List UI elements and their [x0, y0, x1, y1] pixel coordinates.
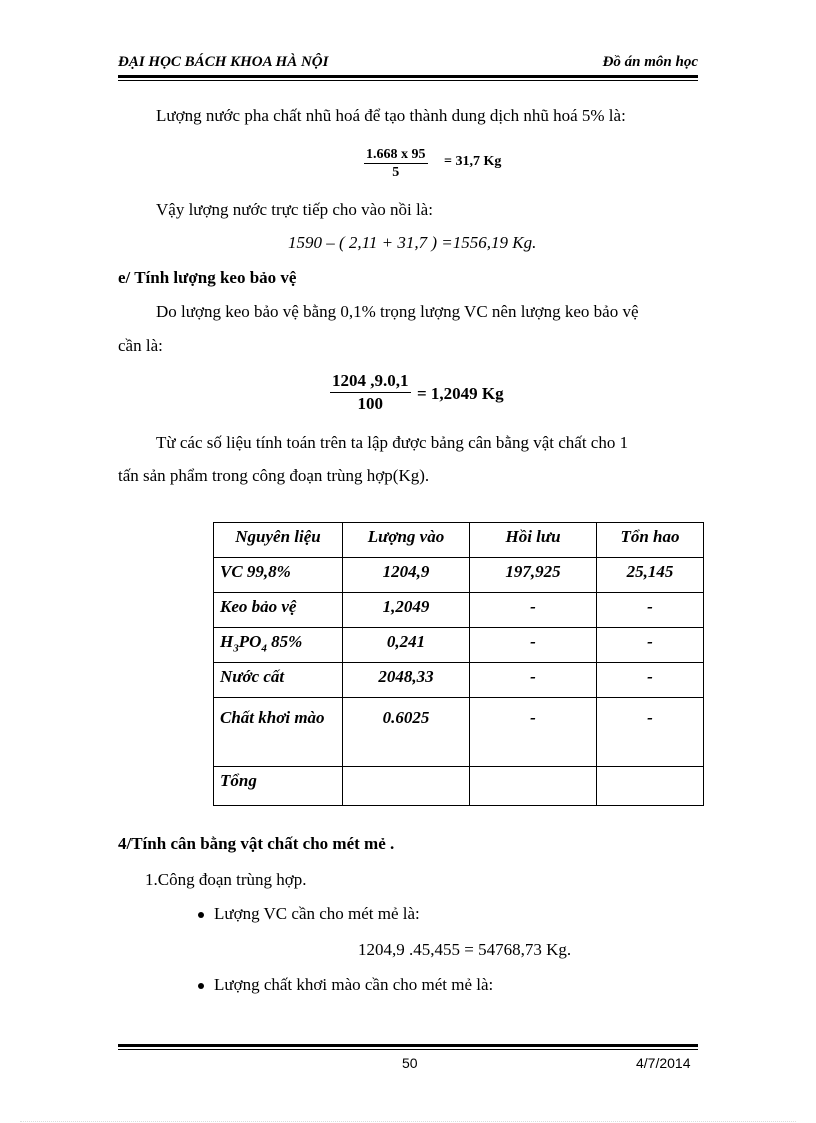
- header-institution: ĐẠI HỌC BÁCH KHOA HÀ NỘI: [118, 54, 329, 70]
- section-4-heading: 4/Tính cân bằng vật chất cho mét mẻ .: [118, 834, 395, 853]
- equation-2: 1590 – ( 2,11 + 31,7 ) =1556,19 Kg.: [288, 233, 537, 252]
- table-cell: 25,145: [597, 558, 704, 593]
- calc-vc-per-batch: 1204,9 .45,455 = 54768,73 Kg.: [358, 940, 572, 959]
- paragraph-protective-colloid-1: Do lượng keo bảo vệ bằng 0,1% trọng lượng VC nên lượng keo bảo vệ: [156, 302, 639, 321]
- table-cell: [470, 767, 597, 806]
- bullet-icon: [198, 983, 204, 989]
- table-cell: -: [597, 593, 704, 628]
- table-cell-material: Chất khơi mào: [214, 698, 343, 767]
- material-balance-table: [213, 522, 704, 806]
- table-header-cell: Tổn hao: [597, 523, 704, 558]
- table-header-row: [214, 523, 704, 558]
- header-doc-type: Đồ án môn học: [602, 54, 698, 70]
- table-cell: -: [597, 698, 704, 767]
- table-cell: -: [597, 628, 704, 663]
- table-cell: -: [470, 593, 597, 628]
- equation-3-numerator: 1204 ,9.0,1: [330, 370, 411, 393]
- table-cell: 0.6025: [343, 698, 470, 767]
- table-cell: -: [470, 698, 597, 767]
- table-cell: [343, 767, 470, 806]
- equation-3-fraction: [330, 370, 411, 415]
- bullet-initiator-per-batch: Lượng chất khơi mào cần cho mét mẻ là:: [214, 975, 494, 994]
- table-cell: -: [470, 628, 597, 663]
- equation-1-numerator: 1.668 x 95: [366, 147, 426, 162]
- equation-3-denominator: 100: [357, 394, 383, 413]
- page-bottom-divider: [20, 1121, 796, 1122]
- header-rule: [118, 75, 698, 78]
- page-number: 50: [402, 1055, 418, 1071]
- table-cell: [597, 767, 704, 806]
- header-rule-thin: [118, 80, 698, 81]
- table-cell-material: Keo bảo vệ: [214, 593, 343, 628]
- table-header-cell: Lượng vào: [343, 523, 470, 558]
- table-cell-material: Nước cất: [214, 663, 343, 698]
- bullet-icon: [198, 912, 204, 918]
- page-header: [118, 50, 698, 74]
- table-cell: -: [597, 663, 704, 698]
- table-cell: 197,925: [470, 558, 597, 593]
- table-cell: 2048,33: [343, 663, 470, 698]
- table-header-cell: Hồi lưu: [470, 523, 597, 558]
- table-row: [214, 558, 704, 593]
- paragraph-water-emulsifier: Lượng nước pha chất nhũ hoá để tạo thành dung dịch nhũ hoá 5% là:: [156, 106, 626, 125]
- paragraph-balance-table-1: Từ các số liệu tính toán trên ta lập được bảng cân bằng vật chất cho 1: [156, 433, 629, 452]
- table-cell: 1204,9: [343, 558, 470, 593]
- footer-rule: [118, 1044, 698, 1047]
- subsection-polymerization: 1.Công đoạn trùng hợp.: [145, 870, 307, 889]
- paragraph-balance-table-2: tấn sản phẩm trong công đoạn trùng hợp(Kg).: [118, 466, 430, 485]
- table-row-total: [214, 767, 704, 806]
- table-row: [214, 698, 704, 767]
- footer-date: 4/7/2014: [636, 1055, 691, 1071]
- table-row: [214, 628, 704, 663]
- table-cell-material: Tổng: [214, 767, 343, 806]
- table-row: [214, 663, 704, 698]
- equation-1-fraction: [364, 146, 428, 181]
- equation-1-denominator: 5: [392, 165, 400, 180]
- table-cell: 1,2049: [343, 593, 470, 628]
- table-cell: 0,241: [343, 628, 470, 663]
- bullet-vc-per-batch: Lượng VC cần cho mét mẻ là:: [214, 904, 420, 923]
- table-header-cell: Nguyên liệu: [214, 523, 343, 558]
- paragraph-protective-colloid-2: cần là:: [118, 336, 163, 355]
- paragraph-direct-water: Vậy lượng nước trực tiếp cho vào nồi là:: [156, 200, 433, 219]
- table-cell-material: $H_3PO_4$ 85%: [214, 628, 343, 663]
- table-row: [214, 593, 704, 628]
- table-cell: -: [470, 663, 597, 698]
- footer-rule-thin: [118, 1049, 698, 1050]
- table-cell-material: VC 99,8%: [214, 558, 343, 593]
- section-e-heading: e/ Tính lượng keo bảo vệ: [118, 268, 297, 287]
- equation-3-result: = 1,2049 Kg: [417, 384, 504, 403]
- equation-1-result: = 31,7 Kg: [444, 154, 502, 169]
